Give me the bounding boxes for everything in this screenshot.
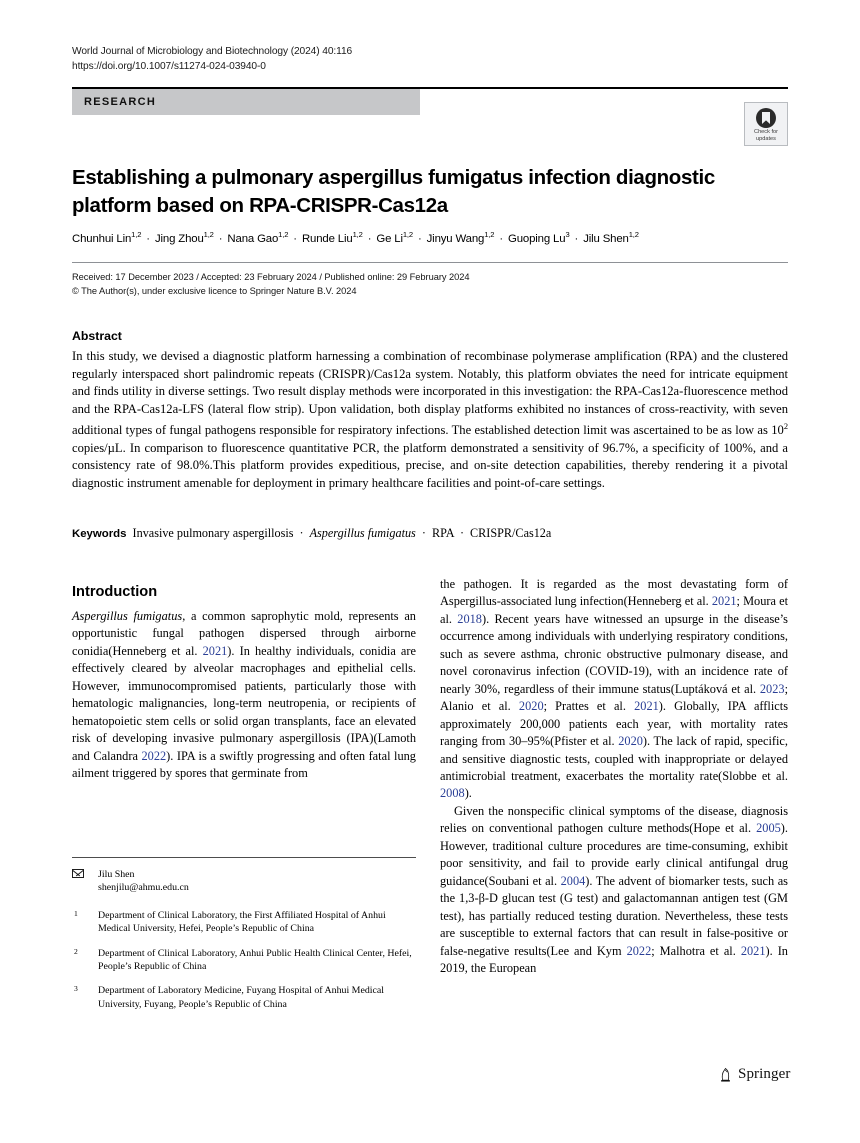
affiliation-text: Department of Clinical Laboratory, the First Affiliated Hospital of Anhui Medical University, Hefei, People’s Republic of China <box>98 909 386 935</box>
publication-dates: Received: 17 December 2023 / Accepted: 23 February 2024 / Published online: 29 February 2024 <box>72 272 470 282</box>
corresponding-author <box>72 868 416 895</box>
keywords-line: Keywords Invasive pulmonary aspergillosis · Aspergillus fumigatus · RPA · CRISPR/Cas12a <box>72 526 552 540</box>
copyright-line: © The Author(s), under exclusive licence to Springer Nature B.V. 2024 <box>72 285 357 296</box>
affiliation-number: 2 <box>74 946 78 956</box>
affiliation-text: Department of Laboratory Medicine, Fuyang Hospital of Anhui Medical University, Fuyang, People’s Republic of China <box>98 985 385 1010</box>
affiliation-number: 3 <box>74 984 78 994</box>
affiliation-item <box>72 947 416 974</box>
check-for-updates-badge[interactable] <box>744 102 788 146</box>
author-list: Chunhui Lin$^{1,2}$ · Jing Zhou$^{1,2}$ · Nana Gao$^{1,2}$ · Runde Liu$^{1,2}$ · Ge Li$^{1,2}$ · Jinyu Wang$^{1,2}$ · Guoping Lu$^3$ · Jilu Shen$^{1,2}$ <box>72 230 639 245</box>
abstract-text: In this study, we devised a diagnostic platform harnessing a combination of recombinase polymerase amplification (RPA) and the clustered regularly interspaced short palindromic repeats (CRISPR)/Cas12a system. Notably, this platform obviates the need for intricate equipment and finds utility in diverse settings. Two result display methods were incorporated in this investigation: the RPA-Cas12a-fluorescence method and the RPA-Cas12a-LFS (lateral flow strip). Upon validation, both display platforms exhibited no instances of cross-reactivity, with seven additional types of fungal pathogens responsible for respiratory infections. The established detection limit was ascertained to be as low as $10^2$ copies/µL. In comparison to fluorescence quantitative PCR, the platform demonstrated a sensitivity of 96.7%, a specificity of 100%, and a consistency rate of 98.0%.This platform provides expeditious, precise, and on-site detection capabilities, thereby rendering it a pivotal diagnostic instrument amenable for deployment in primary healthcare facilities and point-of-care settings. <box>72 349 788 491</box>
footnote-block <box>72 868 416 1022</box>
crossmark-label-line1: Check for <box>754 129 778 135</box>
publication-info <box>72 271 788 298</box>
crossmark-label-line2: updates <box>756 136 776 142</box>
springer-horse-icon <box>718 1067 733 1083</box>
affiliation-item <box>72 984 416 1011</box>
section-heading-introduction: Introduction <box>72 584 158 601</box>
journal-doi[interactable]: https://doi.org/10.1007/s11274-024-03940-0 <box>72 61 266 72</box>
journal-citation: World Journal of Microbiology and Biotechnology (2024) 40:116 <box>72 46 353 57</box>
crossmark-label <box>745 129 787 143</box>
corresponding-author-email[interactable]: shenjilu@ahmu.edu.cn <box>98 882 189 894</box>
article-title: Establishing a pulmonary aspergillus fumigatus infection diagnostic platform based on RPA-CRISPR-Cas12a <box>72 165 715 217</box>
publisher-name: Springer <box>738 1066 791 1082</box>
affiliation-number: 1 <box>74 908 78 918</box>
publisher-logo <box>718 1066 794 1088</box>
article-type-banner <box>72 89 420 115</box>
publication-divider <box>72 262 788 263</box>
abstract-heading: Abstract <box>72 329 122 343</box>
journal-header <box>72 44 752 74</box>
affiliation-text: Department of Clinical Laboratory, Anhui Public Health Clinical Center, Hefei, People’s Republic of China <box>98 947 412 973</box>
footnote-divider <box>72 857 416 858</box>
corresponding-author-name: Jilu Shen <box>98 869 135 880</box>
envelope-icon <box>72 869 84 878</box>
introduction-left-column: Aspergillus fumigatus, a common saprophytic mold, represents an opportunistic fungal pathogen dispersed through airborne conidia(Henneberg et al. 2021). In healthy individuals, conidia are effectively cleared by alveolar macrophages and epithelial cells. However, immunocompromised patients, particularly those with hematologic malignancies, long-term neutropenia, or recipients of hematopoietic stem cells or solid organ transplants, face an elevated risk of developing invasive pulmonary aspergillosis (IPA)(Lamoth and Calandra 2022). IPA is a swiftly progressing and often fatal lung ailment triggered by spores that germinate from <box>72 609 417 781</box>
affiliation-item <box>72 909 416 936</box>
article-type-label: RESEARCH <box>84 96 157 108</box>
introduction-right-column: the pathogen. It is regarded as the most devastating form of Aspergillus-associated lung infection(Henneberg et al. 2021; Moura et al. 2018). Recent years have witnessed an upsurge in the disease’s occurrence among individuals with underlying respiratory conditions, such as severe asthma, chronic obstructive pulmonary disease, and novel coronavirus infection (COVID-19), with an incidence rate of nearly 30%, regardless of their immune status(Luptáková et al. 2023; Alanio et al. 2020; Prattes et al. 2021). Globally, IPA afflicts approximately 200,000 patients each year, with mortality rates ranging from 30–95%(Pfister et al. 2020). The lack of rapid, specific, and sensitive diagnostic tests, coupled with inappropriate or delayed antimicrobial treatment, exacerbates the mortality rate(Slobbe et al. 2008). Given the nonspecific clinical symptoms of the disease, diagnosis relies on conventional pathogen culture methods(Hope et al. 2005). However, traditional culture procedures are time-consuming, exhibit poor sensitivity, and fail to provide early clinical antifungal drug guidance(Soubani et al. 2004). The advent of biomarker tests, such as the 1,3-β-D glucan test (G test) and galactomannan antigen test (GM test), has partially reduced testing duration. Nevertheless, these tests are susceptible to external factors that can result in false-positive or false-negative results(Lee and Kym 2022; Malhotra et al. 2021). In 2019, the European <box>440 577 788 975</box>
